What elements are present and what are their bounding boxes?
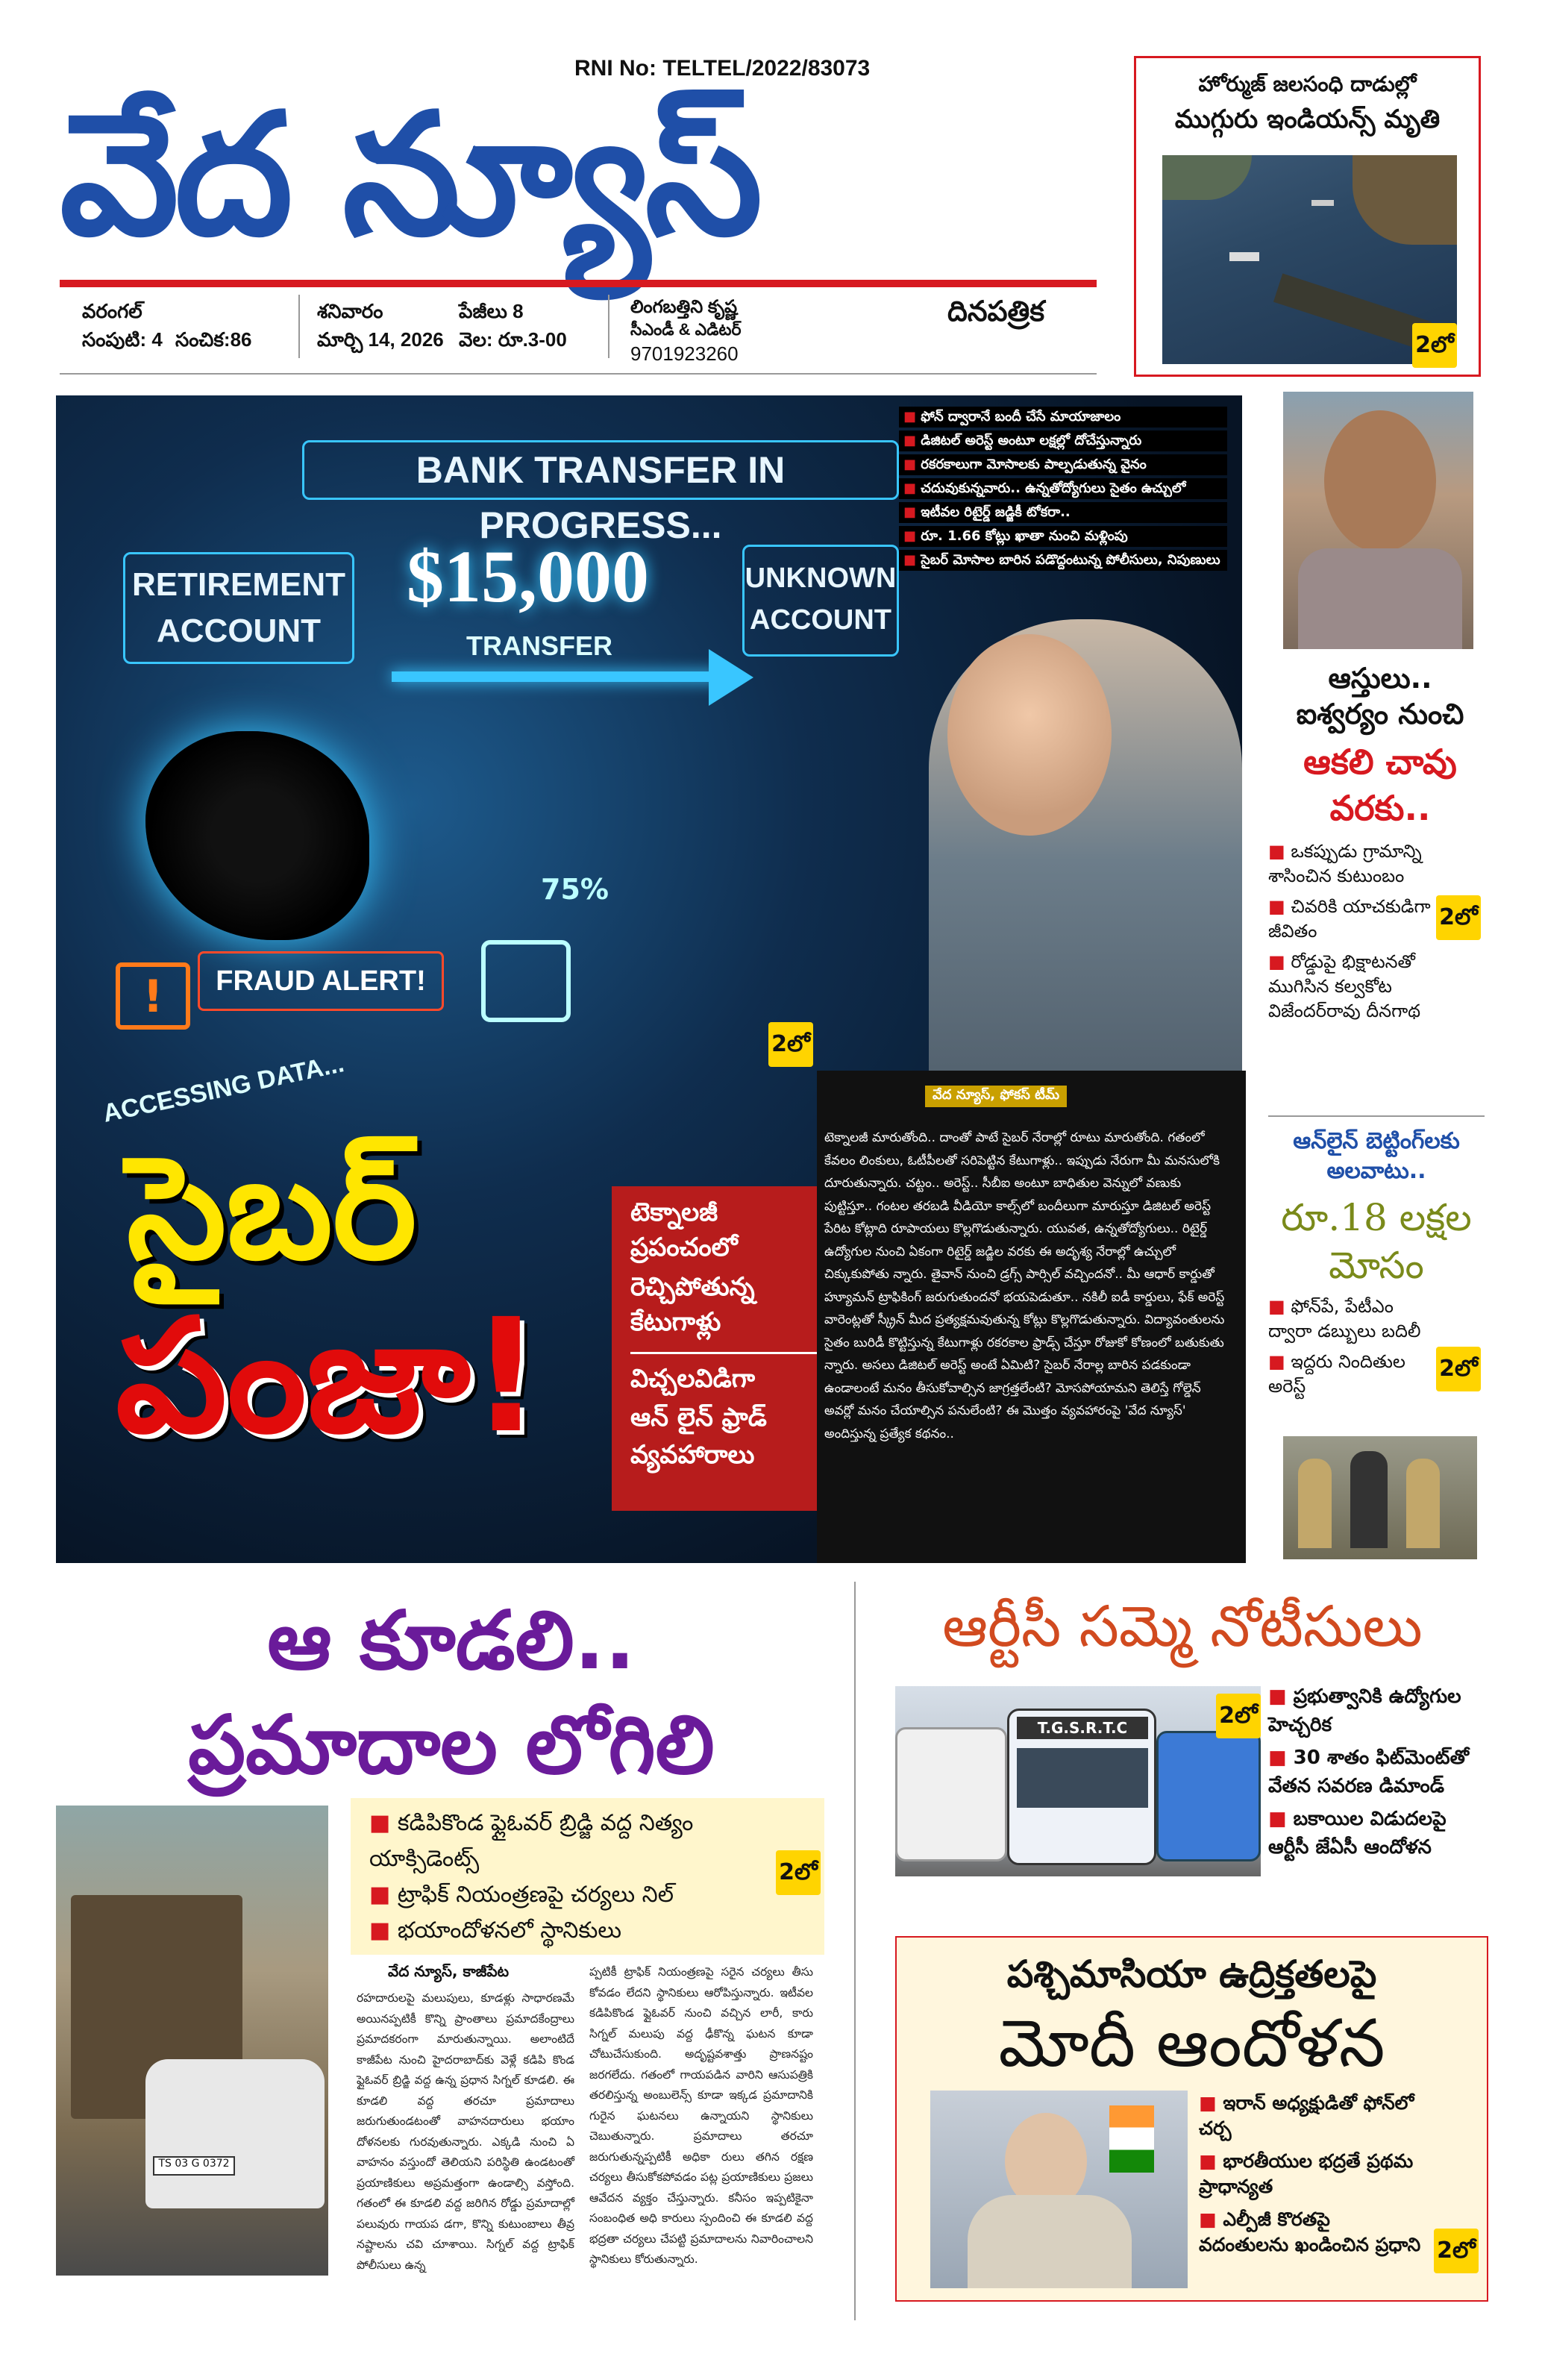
kudali-bullet: ■ ట్రాఫిక్ నియంత్రణపై చర్యలు నిల్ [369,1877,787,1913]
volume: సంపుటి: 4 [82,328,163,351]
rtc-bullets [1268,1682,1492,1861]
buses-photo [895,1686,1261,1876]
transfer-arrow [392,671,720,682]
article-byline: వేద న్యూస్, ఫోకస్ టీమ్ [925,1086,1067,1107]
divider [1268,1115,1485,1117]
side-h4: వరకు.. [1329,788,1431,828]
image-text-amount: $15,000 [407,535,649,618]
kudali-title-2: ప్రమాదాల లోగిలి [188,1699,715,1792]
rtc-headline: ఆర్టీసీ సమ్మె నోటీసులు [942,1593,1423,1659]
phone-number: 9701923260 [630,342,739,365]
side-bullets [1268,839,1432,1024]
modi-bullet: ■ భారతీయుల భద్రతే ప్రథమ ప్రాధాన్యత [1199,2149,1423,2199]
divider [298,295,300,358]
kudali-title-1: ఆ కూడలి.. [267,1594,636,1688]
side-headline-1 [1268,660,1492,732]
bet-bullet: ■ ఫోన్‌పే, పేటీఎం ద్వారా డబ్బులు బదిలీ [1268,1294,1440,1344]
side-h3: ఆకలి చావు [1303,742,1457,782]
bet-h1: ఆన్‌లైన్ బెట్టింగ్‌లకు [1293,1128,1460,1154]
image-text-unknown: UNKNOWN ACCOUNT [742,545,899,657]
modi-title-2: మోదీ ఆందోళన [998,2005,1385,2082]
old-man-photo [1283,392,1473,649]
side-h1: ఆస్తులు.. [1328,662,1432,695]
redbox-line: వ్యవహారాలు [630,1440,755,1470]
masthead-red-rule [60,280,1097,287]
masthead-bottom-rule [60,373,1097,375]
hero-bullet: ■ చదువుకున్నవారు.. ఉన్నతోద్యోగులు సైతం ఉచ్చులో [899,478,1227,499]
hero-bullet: ■ ఇటీవల రిటైర్డ్ జడ్జికీ టోకరా.. [899,502,1227,523]
kudali-byline: వేద న్యూస్, కాజీపేట [388,1962,510,1980]
hero-bullet: ■ ఫోన్ ద్వారానే బందీ చేసే మాయాజాలం [899,407,1227,428]
kudali-col-2: ప్పటికీ ట్రాఫిక్ నియంత్రణపై సరైన చర్యలు తీసు కోవడం లేదని స్థానికులు ఆరోపిస్తున్నారు. ఇటీవల కడిపికొండ ఫ్లైఓవర్ నుంచి వచ్చిన లారీ, కారు సిగ్నల్ మలుపు వద్ద ఢీకొన్న ఘటన కూడా చోటుచేసుకుంది. అదృష్టవశాత్తు ప్రాణనష్టం జరగలేదు. గతంలో గాయపడిన వారిని ఆసుపత్రికి తరలిస్తున్న అంబులెన్స్ కూడా ఇక్కడ ప్రమాదానికి గురైన ఘటనలు ఉన్నాయని స్థానికులు చెబుతున్నారు. ప్రమాదాలు తరచూ జరుగుతున్నప్పటికీ అధికా రులు తగిన రక్షణ చర్యలు తీసుకోకపోవడం పట్ల ప్రయాణికులు ప్రజలు ఆవేదన వ్యక్తం చేస్తున్నారు. కనీసం ఇప్పటికైనా సంబంధిత అధి కారులు స్పందించి ఈ కూడలి వద్ద భద్రతా చర్యలు చేపట్టి ప్రమాదాలను నివారించాలని స్థానికులు కోరుతున్నారు. [589,1965,813,2266]
hero-bullets [899,407,1227,574]
page-2-badge[interactable]: 2లో [1434,2229,1479,2273]
image-text-bank: BANK TRANSFER IN PROGRESS... [302,440,899,500]
image-text-retirement: RETIREMENT ACCOUNT [123,552,354,664]
edition-city: వరంగల్ [82,300,142,322]
rtc-bullet: ■ ప్రభుత్వానికి ఉద్యోగుల హెచ్చరిక [1268,1682,1492,1739]
issue-number: సంచిక:86 [175,328,252,351]
modi-title-1: పశ్చిమాసియా ఉద్రిక్తతలపై [1006,1952,1377,1996]
tagline: దినపత్రిక [947,295,1045,328]
side-bullet: ■ చివరికి యాచకుడిగా జీవితం [1268,895,1432,944]
price: వెల: రూ.3-00 [459,328,567,351]
kudali-bullets [369,1806,787,1949]
betting-headline [1268,1127,1485,1186]
bet-bullet: ■ ఇద్దరు నిందితుల అరెస్ట్ [1268,1350,1440,1399]
accident-photo: TS 03 G 0372 [56,1806,328,2276]
lock-icon [481,940,571,1022]
editor-role: సీఎండీ & ఎడిటర్ [630,320,742,339]
kudali-col-1: రహదారులపై మలుపులు, కూడళ్లు సాధారణమే అయినప్పటికీ కొన్ని ప్రాంతాలు ప్రమాదకేంద్రాలు ప్రమాదకరంగా మారుతున్నాయి. అలాంటిదే కాజీపేట నుంచి హైదరాబాద్‌కు వెళ్లే కడిపి కొండ ఫ్లైఓవర్ బ్రిడ్జి వద్ద ఉన్న ప్రధాన సిగ్నల్ కూడలి. ఈ కూడలి వద్ద తరచూ ప్రమాదాలు జరుగుతుండటంతో వాహనదారులు భయాం దోళనలకు గురవుతున్నారు. ఎక్కడి నుంచి ఏ వాహనం వస్తుందో తెలియని పరిస్థితి ఉండటంతో ప్రయాణికులు అప్రమత్తంగా ఉండాల్సి వస్తోంది. గతంలో ఈ కూడలి వద్ద జరిగిన రోడ్డు ప్రమాదాల్లో పలువురు గాయప డగా, కొన్ని కుటుంబాలు తీవ్ర నష్టాలను చవి చూశాయి. సిగ్నల్ వద్ద ట్రాఫిక్ పోలీసులు ఉన్న [357,1991,574,2272]
redbox-line: రెచ్చిపోతున్న [630,1272,755,1302]
redbox-line: విచ్చలవిడిగా [630,1364,756,1394]
redbox-line: కేటుగాళ్లు [630,1307,721,1337]
headline-line1: సైబర్ [127,1126,417,1291]
image-text-percent: 75% [541,873,609,906]
arrow-head-icon [709,649,753,706]
hero-bullet: ■ రకరకాలుగా మోసాలకు పాల్పడుతున్న వైనం [899,454,1227,475]
redbox-line: ఆన్ లైన్ ఫ్రాడ్ [630,1403,767,1432]
weekday: శనివారం [317,300,383,322]
divider [608,295,609,358]
modi-bullets [1199,2091,1423,2258]
top-news-headline: ముగ్గురు ఇండియన్స్ మృతి [1174,104,1441,134]
hero-bullet: ■ డిజిటల్ అరెస్ట్ అంటూ లక్షల్లో దోచేస్తున్నారు [899,430,1227,451]
page-2-badge[interactable]: 2లో [776,1850,821,1895]
rtc-bullet: ■ 30 శాతం ఫిట్‌మెంట్‌తో వేతన సవరణ డిమాండ్ [1268,1744,1492,1800]
hero-bullet: ■ రూ. 1.66 కోట్లు ఖాతా నుంచి మళ్లింపు [899,526,1227,547]
accused-photo [1283,1436,1477,1559]
modi-bullet: ■ ఎల్పీజీ కొరతపై వదంతులను ఖండించిన ప్రధాని [1199,2207,1423,2258]
headline-line2: పంజా! [116,1285,542,1468]
modi-box [895,1936,1488,2302]
top-news-line1: హోర్ముజ్ జలసంధి దాడుల్లో [1198,72,1417,96]
newspaper-logo[interactable]: వేద న్యూస్ [60,78,759,273]
warning-icon: ! [116,962,190,1030]
betting-bullets [1268,1294,1440,1399]
page-2-badge[interactable]: 2లో [1436,1347,1481,1391]
bet-h2: అలవాటు.. [1326,1158,1426,1184]
bet-h4: మోసం [1329,1244,1424,1287]
divider [854,1582,856,2320]
redbox-line: ప్రపంచంలో [630,1233,738,1262]
page-count: పేజీలు 8 [459,300,524,322]
page-2-badge[interactable]: 2లో [1412,323,1457,368]
side-bullet: ■ ఒకప్పుడు గ్రామాన్ని శాసించిన కుటుంబం [1268,839,1432,889]
top-news-box[interactable] [1134,56,1481,377]
elderly-man-face [947,634,1112,836]
article-body: టెక్నాలజీ మారుతోంది.. దాంతో పాటే సైబర్ నేరాల్లో రూటు మారుతోంది. గతంలో కేవలం లింకులు, ఓటీపీలతో సరిపెట్టిన కేటుగాళ్లు.. ఇప్పుడు నేరుగా మీ మనసులోకి దూరుతున్నారు. చట్టం.. అరెస్ట్.. సీబీఐ అంటూ బాధితుల వెన్నులో వణుకు పుట్టిస్తూ.. గంటల తరబడి వీడియో కాల్స్‌లో బందీలుగా మారుస్తూ డిజిటల్ అరెస్ట్ పేరిట కోట్లాది రూపాయలు కొల్లగొడుతున్నారు. యువత, ఉన్నతోద్యోగులు.. రిటైర్డ్ ఉద్యోగుల నుంచి ఏకంగా రిటైర్డ్ జడ్జిల వరకు ఈ అదృశ్య నేరాల్లో ఉచ్చులో చిక్కుకుపోతు న్నారు. తైవాన్ నుంచి డ్రగ్స్ పార్సిల్ వచ్చిందనో.. మీ ఆధార్ కార్డుతో హ్యూమన్ ట్రాఫికింగ్ జరుగుతుందనో భయపెడుతూ.. నకిలీ ఐడీ కార్డులు, ఫేక్ అరెస్ట్ వారెంట్లతో స్క్రీన్ మీద ప్రత్యక్షమవుతున్న కోట్లు కొల్లగొడుతున్నారు. విద్యావంతులను సైతం బురిడీ కొట్టిస్తున్న కేటుగాళ్లు రకరకాల ఫ్రాడ్స్ చేస్తూ రోజుకో కోణంలో బతుకుతు న్నారు. అసలు డిజిటల్ అరెస్ట్ అంటే ఏమిటి? సైబర్ నేరాల్ల బారిన పడకుండా ఉండాలంటే మనం తీసుకోవాల్సిన జాగ్రత్తలేంటి? మోసపోయామని తెలిస్తే గోల్డెన్ అవర్లో మనం చేయాల్సిన పనులేంటి? ఈ మొత్తం వ్యవహారంపై 'వేద న్యూస్' అందిస్తున్న ప్రత్యేక కథనం.. [824,1130,1225,1441]
redbox-line: టెక్నాలజీ [630,1197,718,1227]
kudali-bullets-box [351,1798,824,1955]
modi-bullet: ■ ఇరాన్ అధ్యక్షుడితో ఫోన్‌లో చర్చ [1199,2091,1423,2141]
kudali-bullet: ■ కడిపికొండ ఫ్లైఓవర్ బ్రిడ్జి వద్ద నిత్యం యాక్సిడెంట్స్ [369,1806,787,1877]
kudali-headline [56,1589,847,1798]
image-text-transfer: TRANSFER [466,630,612,661]
side-h2: ఐశ్వర్యం నుంచి [1296,698,1464,730]
image-text-accessing: ACCESSING DATA... [100,1049,347,1128]
rni-number: RNI No: TELTEL/2022/83073 [574,56,871,81]
hero-bullet: ■ సైబర్ మోసాల బారిన పడొద్దంటున్న పోలీసులు, నిపుణులు [899,550,1227,571]
side-bullet: ■ రోడ్డుపై భిక్షాటనతో ముగిసిన కల్వకోట విజేందర్‌రావు దీనగాథ [1268,950,1432,1024]
betting-amount [1268,1194,1485,1289]
bet-h3: రూ.18 లక్షల [1281,1196,1472,1239]
kudali-bullet: ■ భయాందోళనలో స్థానికులు [369,1913,787,1949]
bus-sign: T.G.S.R.T.C [1017,1717,1148,1739]
hero-article [817,1071,1246,1563]
image-text-fraud: FRAUD ALERT! [198,951,444,1011]
page-2-badge[interactable]: 2లో [768,1022,813,1067]
page-2-badge[interactable]: 2లో [1216,1694,1261,1738]
rtc-bullet: ■ బకాయిల విడుదలపై ఆర్టీసీ జేఏసీ ఆందోళన [1268,1805,1492,1861]
side-headline-2 [1268,739,1492,831]
page-2-badge[interactable]: 2లో [1436,895,1481,940]
editor-name: లింగబత్తిని కృష్ణ [630,297,738,317]
modi-photo [930,2091,1188,2288]
date: మార్చి 14, 2026 [317,328,444,351]
